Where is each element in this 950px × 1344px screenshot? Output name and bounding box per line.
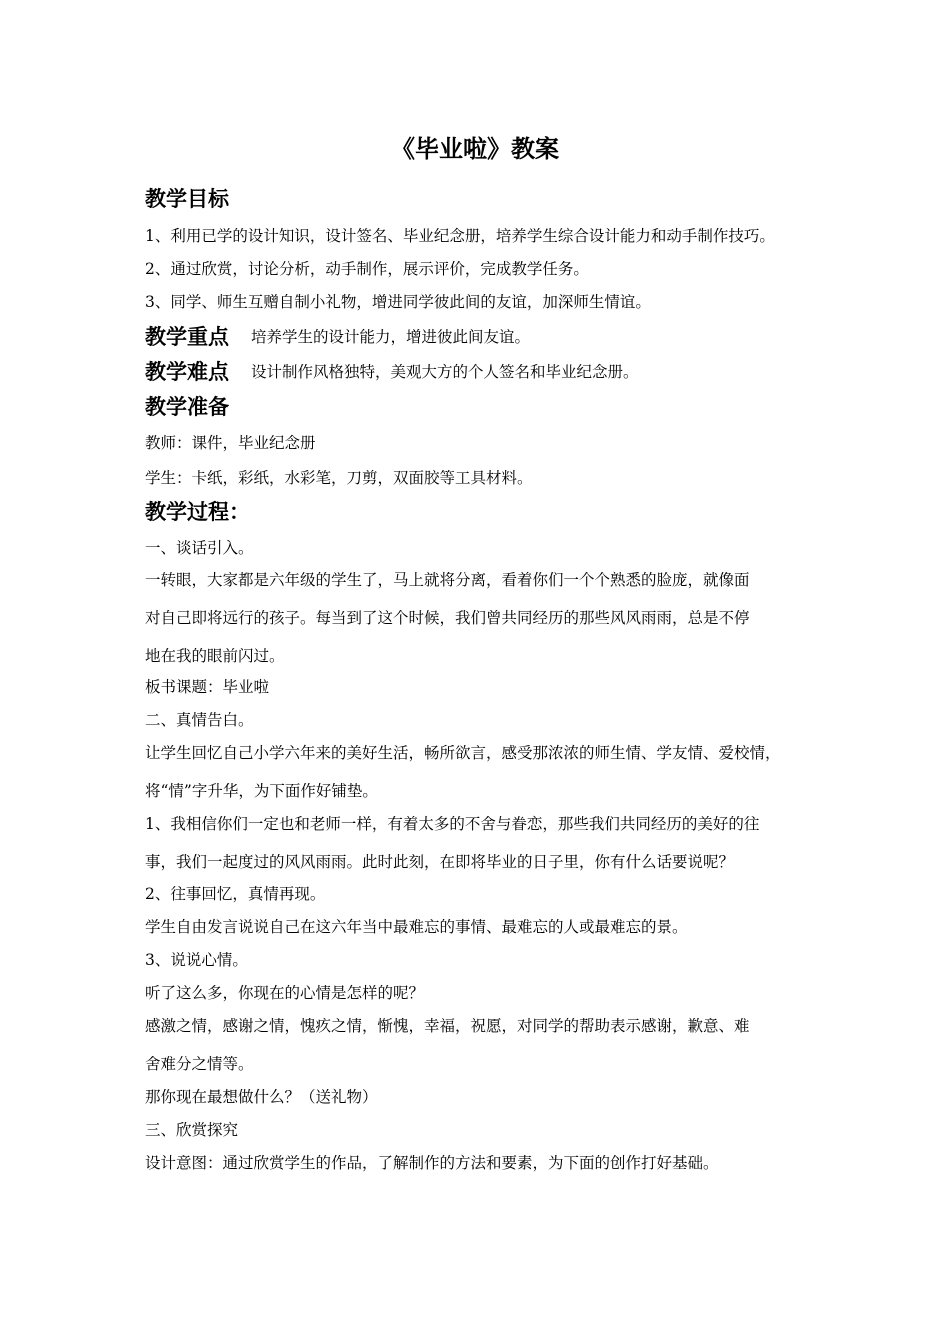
process-heading: 教学过程： [145,500,250,524]
difficulties-text: 设计制作风格独特，美观大方的个人签名和毕业纪念册。 [251,363,639,381]
process-line: 舍难分之情等。 [145,1055,254,1073]
preparation-teacher: 教师：课件，毕业纪念册 [145,434,316,452]
process-line: 感激之情，感谢之情，愧疚之情，惭愧，幸福，祝愿，对同学的帮助表示感谢，歉意、难 [145,1017,750,1035]
process-line: 3、说说心情。 [145,951,248,969]
goals-heading: 教学目标 [145,187,229,211]
process-line: 1、我相信你们一定也和老师一样，有着太多的不舍与眷恋，那些我们共同经历的美好的往 [145,815,760,833]
goal-item: 2、通过欣赏，讨论分析，动手制作，展示评价，完成教学任务。 [145,260,589,278]
process-line: 听了这么多，你现在的心情是怎样的呢？ [145,984,425,1002]
process-line: 一、谈话引入。 [145,539,254,557]
process-line: 一转眼，大家都是六年级的学生了，马上就将分离，看着你们一个个熟悉的脸庞，就像面 [145,571,750,589]
process-line: 让学生回忆自己小学六年来的美好生活，畅所欲言，感受那浓浓的师生情、学友情、爱校情， [145,744,781,762]
difficulties-heading: 教学难点 [145,360,229,384]
goal-item: 1、利用已学的设计知识，设计签名、毕业纪念册，培养学生综合设计能力和动手制作技巧。 [145,227,775,245]
process-line: 对自己即将远行的孩子。每当到了这个时候，我们曾共同经历的那些风风雨雨，总是不停 [145,609,750,627]
goal-item: 3、同学、师生互赠自制小礼物，增进同学彼此间的友谊，加深师生情谊。 [145,293,651,311]
process-line: 设计意图：通过欣赏学生的作品，了解制作的方法和要素，为下面的创作打好基础。 [145,1154,719,1172]
preparation-student: 学生：卡纸，彩纸，水彩笔，刀剪，双面胶等工具材料。 [145,469,533,487]
process-line: 学生自由发言说说自己在这六年当中最难忘的事情、最难忘的人或最难忘的景。 [145,918,688,936]
key-points-text: 培养学生的设计能力，增进彼此间友谊。 [251,328,531,346]
document-title: 《毕业啦》教案 [391,135,559,163]
process-line: 板书课题：毕业啦 [145,678,270,696]
key-points-row [145,321,530,353]
process-line: 三、欣赏探究 [145,1121,239,1139]
difficulties-row [145,356,639,388]
process-line: 事，我们一起度过的风风雨雨。此时此刻，在即将毕业的日子里，你有什么话要说呢？ [145,853,735,871]
process-line: 2、往事回忆，真情再现。 [145,885,326,903]
preparation-heading: 教学准备 [145,395,229,419]
process-line: 将“情”字升华，为下面作好铺垫。 [145,782,378,800]
process-line: 二、真情告白。 [145,711,254,729]
process-line: 地在我的眼前闪过。 [145,647,285,665]
process-line: 那你现在最想做什么？（送礼物） [145,1088,378,1106]
key-points-heading: 教学重点 [145,325,229,349]
